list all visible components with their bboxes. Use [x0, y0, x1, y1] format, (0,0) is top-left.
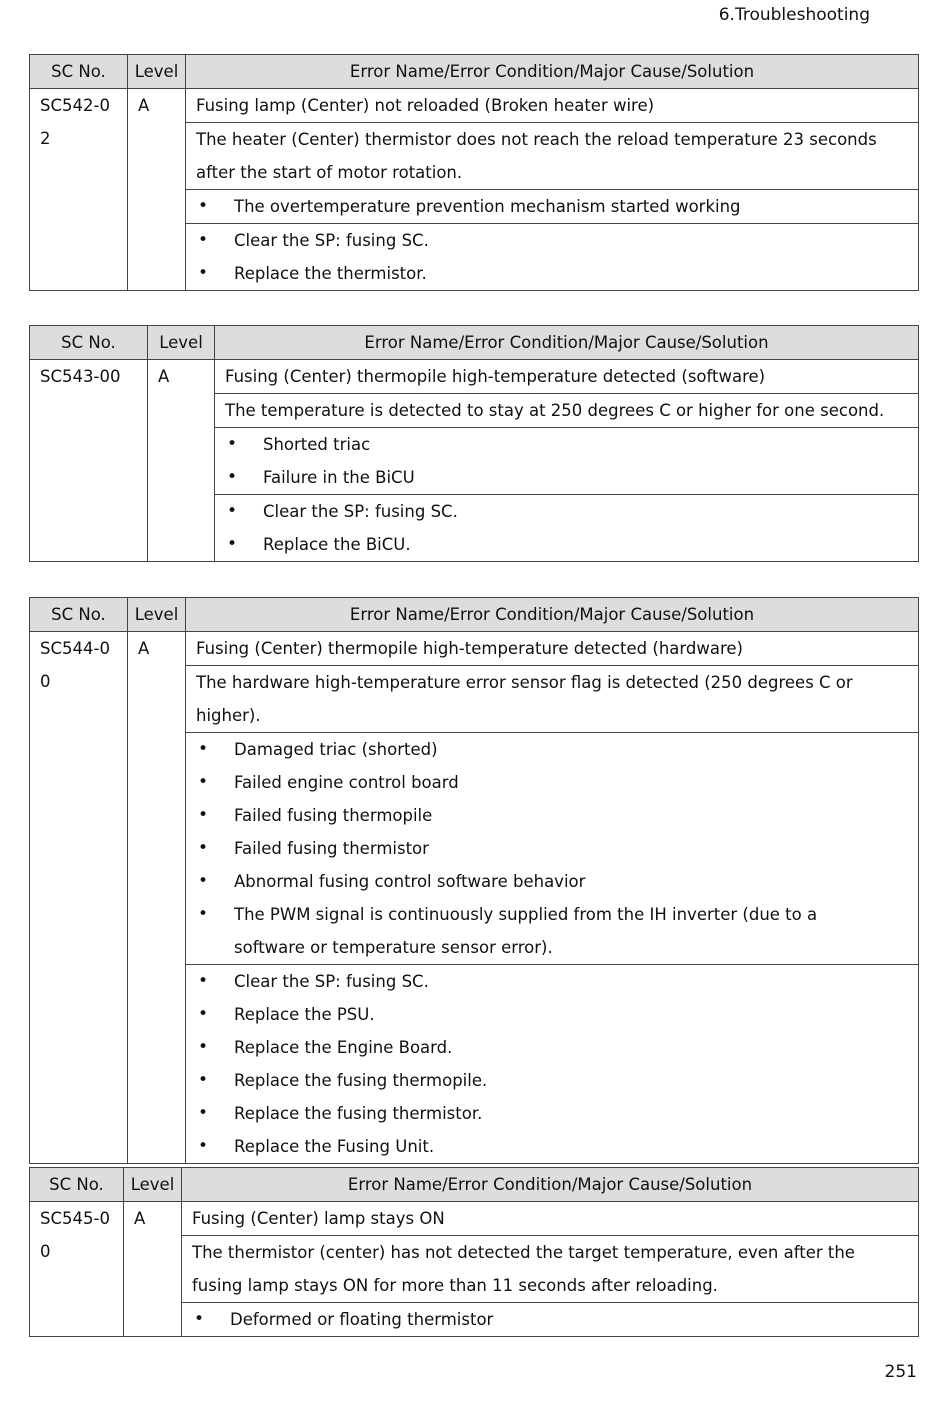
col-header-desc: Error Name/Error Condition/Major Cause/Solution [182, 1168, 919, 1202]
sc-table [29, 597, 919, 1164]
solution-list [196, 224, 908, 290]
table-header-row [30, 326, 919, 360]
col-header-level: Level [124, 1168, 182, 1202]
list-item: • Damaged triac (shorted) [196, 733, 908, 766]
col-header-level: Level [148, 326, 215, 360]
list-item: • Clear the SP: fusing SC. [196, 965, 908, 998]
list-item: • Failed fusing thermistor [196, 832, 908, 865]
solution-cell [215, 495, 919, 562]
list-item: • The PWM signal is continuously supplied from the IH inverter (due to a software or temperature sensor error). [196, 898, 908, 964]
sc-number: SC542-02 [30, 89, 128, 291]
sc-table [29, 54, 919, 291]
error-condition: The temperature is detected to stay at 250 degrees C or higher for one second. [215, 394, 919, 428]
sc-number: SC543-00 [30, 360, 148, 562]
list-item: • Clear the SP: fusing SC. [225, 495, 908, 528]
error-condition: The thermistor (center) has not detected the target temperature, even after the fusing lamp stays ON for more than 11 seconds after reloading. [182, 1236, 919, 1303]
table-header-row [30, 1168, 919, 1202]
list-item: • Shorted triac [225, 428, 908, 461]
error-name: Fusing (Center) thermopile high-temperature detected (hardware) [186, 632, 919, 666]
sc-level: A [128, 632, 186, 1164]
table-header-row [30, 598, 919, 632]
cause-cell [215, 428, 919, 495]
col-header-desc: Error Name/Error Condition/Major Cause/Solution [186, 55, 919, 89]
sc-number: SC545-00 [30, 1202, 124, 1337]
sc-level: A [124, 1202, 182, 1337]
sc-table [29, 325, 919, 562]
col-header-level: Level [128, 55, 186, 89]
col-header-desc: Error Name/Error Condition/Major Cause/Solution [186, 598, 919, 632]
error-condition: The hardware high-temperature error sensor flag is detected (250 degrees C or higher). [186, 666, 919, 733]
error-name: Fusing (Center) thermopile high-temperature detected (software) [215, 360, 919, 394]
sc-level: A [148, 360, 215, 562]
list-item: • Failed fusing thermopile [196, 799, 908, 832]
col-header-sc-no: SC No. [30, 598, 128, 632]
col-header-sc-no: SC No. [30, 326, 148, 360]
list-item: • Replace the BiCU. [225, 528, 908, 561]
col-header-level: Level [128, 598, 186, 632]
list-item: • The overtemperature prevention mechanism started working [196, 190, 908, 223]
solution-cell [186, 224, 919, 291]
cause-cell [182, 1303, 919, 1337]
cause-cell [186, 733, 919, 965]
list-item: • Clear the SP: fusing SC. [196, 224, 908, 257]
cause-cell [186, 190, 919, 224]
solution-list [225, 495, 908, 561]
solution-cell [186, 965, 919, 1164]
list-item: • Replace the fusing thermistor. [196, 1097, 908, 1130]
solution-list [196, 965, 908, 1163]
sc-table [29, 1167, 919, 1337]
list-item: • Replace the Engine Board. [196, 1031, 908, 1064]
table-header-row [30, 55, 919, 89]
cause-list [196, 733, 908, 964]
col-header-desc: Error Name/Error Condition/Major Cause/Solution [215, 326, 919, 360]
cause-list [192, 1303, 908, 1336]
list-item: • Deformed or floating thermistor [192, 1303, 908, 1336]
list-item: • Replace the PSU. [196, 998, 908, 1031]
section-header: 6.Troubleshooting [718, 5, 870, 25]
col-header-sc-no: SC No. [30, 55, 128, 89]
page-number: 251 [884, 1362, 917, 1382]
table-row [30, 89, 919, 123]
list-item: • Replace the Fusing Unit. [196, 1130, 908, 1163]
sc-number: SC544-00 [30, 632, 128, 1164]
list-item: • Failed engine control board [196, 766, 908, 799]
cause-list [196, 190, 908, 223]
list-item: • Failure in the BiCU [225, 461, 908, 494]
list-item: • Abnormal fusing control software behavior [196, 865, 908, 898]
error-condition: The heater (Center) thermistor does not reach the reload temperature 23 seconds after the start of motor rotation. [186, 123, 919, 190]
table-row [30, 1202, 919, 1236]
cause-list [225, 428, 908, 494]
table-row [30, 360, 919, 394]
list-item: • Replace the thermistor. [196, 257, 908, 290]
sc-level: A [128, 89, 186, 291]
error-name: Fusing (Center) lamp stays ON [182, 1202, 919, 1236]
error-name: Fusing lamp (Center) not reloaded (Broken heater wire) [186, 89, 919, 123]
col-header-sc-no: SC No. [30, 1168, 124, 1202]
list-item: • Replace the fusing thermopile. [196, 1064, 908, 1097]
table-row [30, 632, 919, 666]
